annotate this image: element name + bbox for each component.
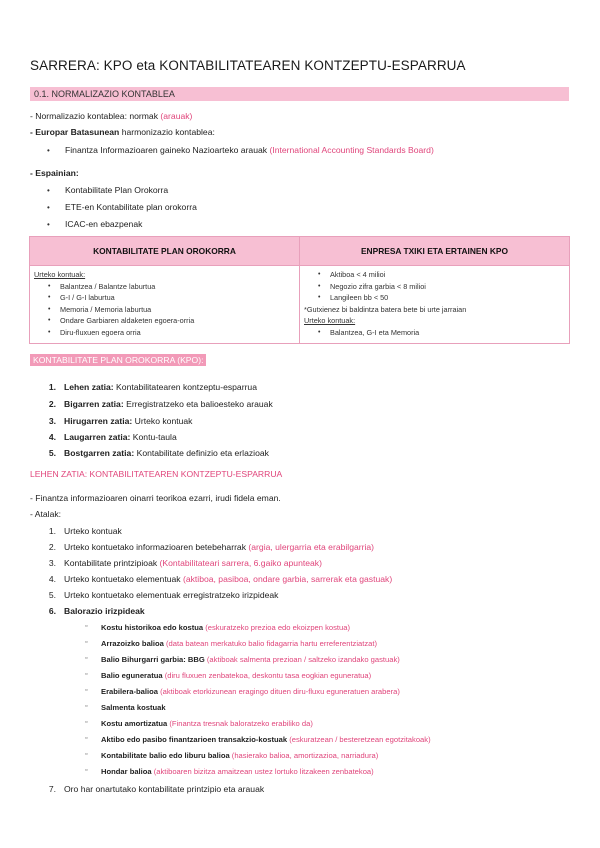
table-list-item: • Negozio zifra garbia < 8 milioi xyxy=(304,281,565,293)
balorazio-item xyxy=(85,719,313,728)
table-list-item: • Ondare Garbiaren aldaketen egoera-orria xyxy=(34,315,295,327)
balorazio-item xyxy=(85,655,400,664)
list-number: 2. xyxy=(48,399,56,409)
list-number: 1. xyxy=(48,526,56,536)
balorazio-item xyxy=(85,639,378,648)
balorazio-pink: (aktiboak etorkizunean eragingo dituen diru-fluxu eguneratuen arabera) xyxy=(157,687,400,696)
balorazio-bold: Salmenta kostuak xyxy=(101,703,166,712)
square-bullet-icon: ▫ xyxy=(85,655,88,662)
europar-item xyxy=(65,145,434,155)
atalak-item xyxy=(64,574,392,584)
balorazio-pink: (Finantza tresnak baloratzeko erabiliko da) xyxy=(167,719,313,728)
balorazio-pink: (diru fluxuen zenbatekoa, deskontu tasa eogkian eguneratua) xyxy=(162,671,372,680)
table-header-kpo: KONTABILITATE PLAN OROKORRA xyxy=(30,237,300,266)
atalak-text: Urteko kontuak xyxy=(64,526,122,536)
kpo-part-bold: Bostgarren zatia: xyxy=(64,448,135,458)
atalak-pink: (aktiboa, pasiboa, ondare garbia, sarrerak eta gastuak) xyxy=(182,574,393,584)
atalak-label: - Atalak: xyxy=(30,509,62,519)
kpo-part xyxy=(64,382,257,392)
europar-item-pink: (International Accounting Standards Board) xyxy=(269,145,434,155)
square-bullet-icon: ▫ xyxy=(85,687,88,694)
kpo-part-bold: Laugarren zatia: xyxy=(64,432,131,442)
list-number: 6. xyxy=(48,606,56,616)
kpo-part-rest: Kontu-taula xyxy=(130,432,177,442)
kpo-part xyxy=(64,399,273,409)
section-heading-normalizazio: 0.1. NORMALIZAZIO KONTABLEA xyxy=(30,87,569,101)
balorazio-item xyxy=(85,623,351,632)
atalak-item xyxy=(64,558,322,568)
atalak-text: Urteko kontuetako elementuak erregistratzeko irizpideak xyxy=(64,590,279,600)
kpo-part-bold: Bigarren zatia: xyxy=(64,399,124,409)
square-bullet-icon: ▫ xyxy=(85,639,88,646)
list-number: 5. xyxy=(48,448,56,458)
list-number: 5. xyxy=(48,590,56,600)
normalizazio-text: - Normalizazio kontablea: normak xyxy=(30,111,161,121)
lehen-zatia-heading: LEHEN ZATIA: KONTABILITATEAREN KONTZEPTU-ESPARRUA xyxy=(30,469,283,479)
list-number: 7. xyxy=(48,784,56,794)
espainian-item: Kontabilitate Plan Orokorra xyxy=(65,185,169,195)
table-cell-label: Urteko kontuak: xyxy=(304,316,356,325)
square-bullet-icon: ▫ xyxy=(85,671,88,678)
balorazio-bold: Kostu historikoa edo kostua xyxy=(101,623,204,632)
balorazio-bold: Erabilera-balioa xyxy=(101,687,158,696)
atalak-item xyxy=(64,606,145,616)
atalak-item xyxy=(64,590,278,600)
espainian-label: - Espainian: xyxy=(30,168,79,178)
balorazio-item xyxy=(85,767,374,776)
balorazio-bold: Arrazoizko balioa xyxy=(101,639,164,648)
atalak-pink: (Kontabilitateari sarrera, 6.gaiko apunteak) xyxy=(159,558,322,568)
kpo-part-bold: Lehen zatia: xyxy=(64,382,114,392)
finantza-line: - Finantza informazioaren oinarri teorikoa ezarri, irudi fidela eman. xyxy=(30,493,281,503)
list-number: 2. xyxy=(48,542,56,552)
kpo-part xyxy=(64,416,192,426)
atalak-text: Balorazio irizpideak xyxy=(64,606,145,616)
normalizazio-pink: (arauak) xyxy=(160,111,193,121)
list-number: 3. xyxy=(48,416,56,426)
page-title: SARRERA: KPO eta KONTABILITATEAREN KONTZEPTU-ESPARRUA xyxy=(30,58,466,73)
balorazio-bold: Aktibo edo pasibo finantzarioen transakzio-kostuak xyxy=(101,735,288,744)
kpo-part-rest: Erregistratzeko eta balioesteko arauak xyxy=(123,399,273,409)
atalak-pink: (argia, ulergarria eta erabilgarria) xyxy=(248,542,375,552)
list-number: 1. xyxy=(48,382,56,392)
list-number: 4. xyxy=(48,574,56,584)
normalizazio-line xyxy=(30,111,192,121)
square-bullet-icon: ▫ xyxy=(85,767,88,774)
balorazio-item xyxy=(85,751,379,760)
atalak-text: Urteko kontuetako elementuak xyxy=(64,574,183,584)
europar-item-text: Finantza Informazioaren gaineko Nazioarteko arauak xyxy=(65,145,270,155)
kpo-heading: KONTABILITATE PLAN OROKORRA (KPO): xyxy=(30,354,206,366)
balorazio-item xyxy=(85,687,400,696)
kpo-part xyxy=(64,432,177,442)
kpo-part-rest: Kontabilitate definizio eta erlazioak xyxy=(134,448,269,458)
balorazio-pink: (data batean merkatuko balio fidagarria hartu erreferentziatzat) xyxy=(163,639,378,648)
list-number: 3. xyxy=(48,558,56,568)
balorazio-bold: Balio Bihurgarri garbia: BBG xyxy=(101,655,205,664)
table-list-item: • Langileen bb < 50 xyxy=(304,292,565,304)
europar-rest: harmonizazio kontablea: xyxy=(119,127,215,137)
balorazio-pink: (hasierako balioa, amortizazioa, narriadura) xyxy=(229,751,379,760)
kpo-part-rest: Kontabilitatearen kontzeptu-esparrua xyxy=(113,382,257,392)
espainian-item: ICAC-en ebazpenak xyxy=(65,219,143,229)
table-cell-eten xyxy=(300,266,570,344)
balorazio-item xyxy=(85,735,431,744)
comparison-table xyxy=(29,236,570,344)
square-bullet-icon: ▫ xyxy=(85,751,88,758)
espainian-item: ETE-en Kontabilitate plan orokorra xyxy=(65,202,197,212)
square-bullet-icon: ▫ xyxy=(85,735,88,742)
balorazio-pink: (eskuratzeko prezioa edo ekoizpen kostua) xyxy=(203,623,351,632)
kpo-part xyxy=(64,448,269,458)
table-list-item: • Balantzea, G-I eta Memoria xyxy=(304,327,565,339)
balorazio-item xyxy=(85,671,372,680)
balorazio-pink: (aktiboaren bizitza amaitzean ustez lortuko litzakeen zenbatekoa) xyxy=(151,767,374,776)
bullet-icon: • xyxy=(47,203,50,212)
balorazio-bold: Kontabilitate balio edo liburu balioa xyxy=(101,751,230,760)
kpo-part-bold: Hirugarren zatia: xyxy=(64,416,133,426)
atalak-item xyxy=(64,542,374,552)
table-list-item: • Balantzea / Balantze laburtua xyxy=(34,281,295,293)
balorazio-item xyxy=(85,703,166,712)
list-number: 4. xyxy=(48,432,56,442)
europar-bold: - Europar Batasunean xyxy=(30,127,120,137)
balorazio-pink: (aktiboak salmenta prezioan / saltzeko izandako gastuak) xyxy=(204,655,400,664)
balorazio-bold: Balio eguneratua xyxy=(101,671,163,680)
atalak-text: Urteko kontuetako informazioaren betebeharrak xyxy=(64,542,249,552)
balorazio-pink: (eskuratzean / besteretzean egotzitakoak) xyxy=(287,735,431,744)
table-list-item: • Aktiboa < 4 milioi xyxy=(304,269,565,281)
bullet-icon: • xyxy=(47,146,50,155)
atalak-item xyxy=(64,526,122,536)
table-list-item: • Memoria / Memoria laburtua xyxy=(34,304,295,316)
europar-line xyxy=(30,127,215,137)
bullet-icon: • xyxy=(47,186,50,195)
square-bullet-icon: ▫ xyxy=(85,703,88,710)
balorazio-bold: Kostu amortizatua xyxy=(101,719,168,728)
table-cell-label: Urteko kontuak: xyxy=(34,270,86,279)
square-bullet-icon: ▫ xyxy=(85,719,88,726)
table-note: *Gutxienez bi baldintza batera bete bi urte jarraian xyxy=(304,304,467,314)
kpo-part-rest: Urteko kontuak xyxy=(132,416,193,426)
table-cell-kpo xyxy=(30,266,300,344)
table-list-item: • Diru-fluxuen egoera orria xyxy=(34,327,295,339)
balorazio-bold: Hondar balioa xyxy=(101,767,152,776)
table-list-item: • G-I / G-I laburtua xyxy=(34,292,295,304)
atalak-item: Oro har onartutako kontabilitate printzipio eta arauak xyxy=(64,784,265,794)
bullet-icon: • xyxy=(47,220,50,229)
atalak-text: Kontabilitate printzipioak xyxy=(64,558,160,568)
square-bullet-icon: ▫ xyxy=(85,623,88,630)
table-header-eten: ENPRESA TXIKI ETA ERTAINEN KPO xyxy=(300,237,570,266)
